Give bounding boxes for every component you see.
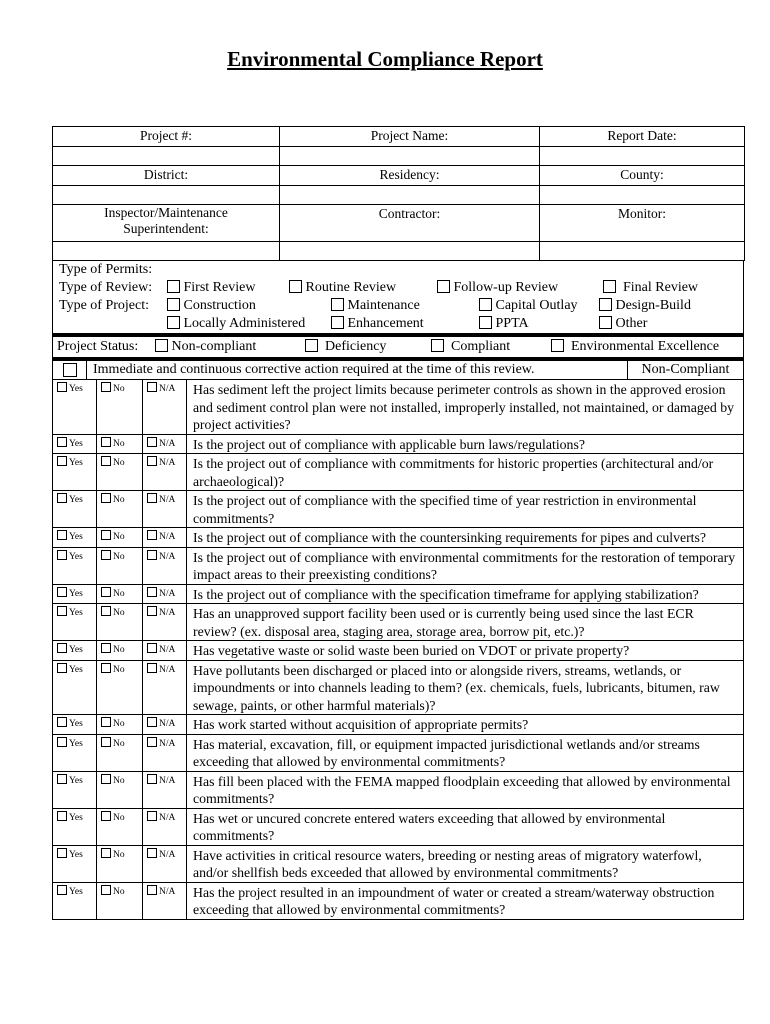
question-row: [53, 809, 743, 846]
checkbox[interactable]: [147, 456, 157, 466]
answer-label: No: [113, 645, 125, 655]
checkbox[interactable]: [101, 811, 111, 821]
answer-na-option[interactable]: [143, 528, 187, 547]
answer-yes-option[interactable]: [53, 641, 97, 660]
answer-no-option[interactable]: [97, 435, 143, 454]
answer-label: Yes: [69, 458, 83, 468]
answer-na-option[interactable]: [143, 604, 187, 640]
district-field[interactable]: [53, 186, 280, 205]
answer-na-option[interactable]: [143, 380, 187, 434]
checkbox[interactable]: [101, 663, 111, 673]
answer-label: Yes: [69, 608, 83, 618]
project-maintenance[interactable]: Maintenance: [331, 297, 420, 315]
question-text: Has work started without acquisition of appropriate permits?: [193, 717, 529, 732]
checkbox[interactable]: [57, 737, 67, 747]
project-other[interactable]: Other: [599, 315, 647, 333]
checkbox[interactable]: [331, 316, 344, 329]
answer-no-option[interactable]: [97, 641, 143, 660]
answer-yes-option[interactable]: [53, 846, 97, 882]
checkbox[interactable]: [147, 663, 157, 673]
answer-label: Yes: [69, 775, 83, 786]
checkbox[interactable]: [57, 774, 67, 784]
checkbox[interactable]: [101, 456, 111, 466]
answer-label: No: [113, 738, 125, 749]
monitor-label: Monitor:: [540, 205, 745, 242]
checkbox[interactable]: [101, 737, 111, 747]
answer-no-option[interactable]: [97, 380, 143, 434]
answer-no-option[interactable]: [97, 454, 143, 490]
answer-label: N/A: [159, 775, 176, 786]
checkbox[interactable]: [101, 774, 111, 784]
contractor-label: Contractor:: [280, 205, 540, 242]
answer-label: N/A: [159, 645, 176, 655]
question-text: Have activities in critical resource waters, breeding or nesting areas of migratory waterfowl, and/or shellfish beds exceeded that allowed by environmental commitments?: [193, 847, 702, 880]
answer-na-option[interactable]: [143, 715, 187, 734]
type-of-permits-label: Type of Permits:: [59, 262, 153, 277]
answer-na-option[interactable]: [143, 585, 187, 604]
checkbox[interactable]: [101, 437, 111, 447]
project-info-table: [52, 126, 745, 261]
type-of-project-label: Type of Project:: [59, 298, 149, 313]
checkbox[interactable]: [167, 316, 180, 329]
immediate-action-checkbox[interactable]: [63, 363, 77, 377]
checkbox[interactable]: [147, 717, 157, 727]
answer-na-option[interactable]: [143, 883, 187, 919]
answer-na-option[interactable]: [143, 641, 187, 660]
project-status-row: [53, 337, 743, 358]
checkbox[interactable]: [331, 298, 344, 311]
question-text: Have pollutants been discharged or placed into or alongside rivers, streams, wetlands, or impoundments or into channels leading to them? (ex. chemicals, fuels, lubricants, bitumen, raw sewage, paints, or other harmful materials)?: [193, 662, 720, 713]
answer-yes-option[interactable]: [53, 604, 97, 640]
answer-no-option[interactable]: [97, 735, 143, 771]
answer-no-option[interactable]: [97, 715, 143, 734]
answer-label: Yes: [69, 495, 83, 505]
question-row: [53, 528, 743, 548]
checkbox[interactable]: [147, 550, 157, 560]
inspector-field[interactable]: [53, 242, 280, 261]
project-name-label: Project Name:: [280, 127, 540, 147]
checkbox[interactable]: [57, 456, 67, 466]
question-row: [53, 772, 743, 809]
checkbox[interactable]: [147, 530, 157, 540]
status-compliant[interactable]: Compliant: [431, 337, 510, 357]
answer-label: Yes: [69, 551, 83, 562]
answer-no-option[interactable]: [97, 585, 143, 604]
answer-label: N/A: [159, 588, 176, 599]
checkbox[interactable]: [57, 606, 67, 616]
answer-no-option[interactable]: [97, 809, 143, 845]
answer-yes-option[interactable]: [53, 735, 97, 771]
checkbox[interactable]: [101, 530, 111, 540]
checkbox[interactable]: [147, 437, 157, 447]
county-label: County:: [540, 166, 745, 186]
checkbox[interactable]: [57, 587, 67, 597]
checkbox[interactable]: [147, 382, 157, 392]
project-construction[interactable]: Construction: [167, 297, 256, 315]
project-ppta[interactable]: PPTA: [479, 315, 529, 333]
answer-na-option[interactable]: [143, 846, 187, 882]
answer-label: No: [113, 812, 125, 823]
answer-label: No: [113, 719, 125, 729]
question-text: Is the project out of compliance with the specified time of year restriction in environmental commitments?: [193, 493, 697, 526]
status-deficiency[interactable]: Deficiency: [305, 337, 386, 357]
checkbox[interactable]: [57, 382, 67, 392]
checkbox[interactable]: [101, 717, 111, 727]
answer-yes-option[interactable]: [53, 585, 97, 604]
question-row: [53, 735, 743, 772]
question-text: Has an unapproved support facility been used or is currently being used since the last ECR review? (ex. disposal area, staging area, storage area, borrow pit, etc.)?: [193, 606, 694, 639]
answer-label: Yes: [69, 849, 83, 860]
checkbox[interactable]: [101, 587, 111, 597]
checkbox[interactable]: [147, 493, 157, 503]
status-environmental-excellence[interactable]: Environmental Excellence: [551, 337, 719, 357]
project-design-build[interactable]: Design-Build: [599, 297, 691, 315]
answer-label: Yes: [69, 588, 83, 599]
question-text: Has vegetative waste or solid waste been buried on VDOT or private property?: [193, 643, 630, 658]
checkbox[interactable]: [57, 848, 67, 858]
answer-no-option[interactable]: [97, 883, 143, 919]
residency-field[interactable]: [280, 186, 540, 205]
answer-no-option[interactable]: [97, 604, 143, 640]
checkbox[interactable]: [147, 885, 157, 895]
answer-label: N/A: [159, 608, 176, 618]
immediate-action-text: Immediate and continuous corrective action required at the time of this review.: [87, 361, 628, 379]
checkbox[interactable]: [599, 298, 612, 311]
answer-label: Yes: [69, 532, 83, 542]
question-row: [53, 585, 743, 605]
checkbox[interactable]: [479, 298, 492, 311]
checkbox[interactable]: [101, 848, 111, 858]
answer-yes-option[interactable]: [53, 435, 97, 454]
question-text: Has the project resulted in an impoundment of water or created a stream/waterway obstruction exceeding that allowed by environmental commitments?: [193, 884, 715, 917]
answer-label: Yes: [69, 438, 83, 449]
question-row: [53, 548, 743, 585]
checkbox[interactable]: [155, 339, 168, 352]
project-number-label: Project #:: [53, 127, 280, 147]
answer-label: No: [113, 664, 125, 675]
answer-label: No: [113, 458, 125, 468]
answer-label: No: [113, 384, 125, 394]
checkbox[interactable]: [305, 339, 318, 352]
checkbox[interactable]: [147, 606, 157, 616]
answer-na-option[interactable]: [143, 491, 187, 527]
checkbox[interactable]: [551, 339, 564, 352]
project-enhancement[interactable]: Enhancement: [331, 315, 424, 333]
checkbox[interactable]: [57, 885, 67, 895]
checkbox[interactable]: [57, 493, 67, 503]
contractor-field[interactable]: [280, 242, 540, 261]
checkbox[interactable]: [57, 550, 67, 560]
answer-na-option[interactable]: [143, 735, 187, 771]
report-form: [52, 126, 744, 920]
checkbox[interactable]: [147, 774, 157, 784]
answer-yes-option[interactable]: [53, 883, 97, 919]
checkbox[interactable]: [599, 316, 612, 329]
review-first[interactable]: First Review: [167, 279, 255, 297]
answer-label: No: [113, 588, 125, 599]
report-title: Environmental Compliance Report: [227, 47, 543, 71]
checkbox[interactable]: [57, 643, 67, 653]
answer-label: No: [113, 438, 125, 449]
answer-label: N/A: [159, 664, 176, 675]
answer-yes-option[interactable]: [53, 454, 97, 490]
checkbox[interactable]: [437, 280, 450, 293]
answer-label: No: [113, 886, 125, 897]
report-date-label: Report Date:: [540, 127, 745, 147]
checkbox[interactable]: [479, 316, 492, 329]
answer-na-option[interactable]: [143, 435, 187, 454]
checkbox[interactable]: [101, 643, 111, 653]
project-locally-administered[interactable]: Locally Administered: [167, 315, 305, 333]
checkbox[interactable]: [57, 530, 67, 540]
answer-label: N/A: [159, 384, 176, 394]
answer-label: Yes: [69, 645, 83, 655]
answer-no-option[interactable]: [97, 661, 143, 715]
checkbox[interactable]: [101, 606, 111, 616]
checkbox[interactable]: [167, 298, 180, 311]
review-followup[interactable]: Follow-up Review: [437, 279, 558, 297]
answer-yes-option[interactable]: [53, 380, 97, 434]
checkbox[interactable]: [57, 663, 67, 673]
answer-label: No: [113, 495, 125, 505]
answer-label: Yes: [69, 664, 83, 675]
checkbox[interactable]: [147, 811, 157, 821]
immediate-action-row: [53, 361, 743, 380]
question-text: Is the project out of compliance with the countersinking requirements for pipes and culverts?: [193, 530, 707, 545]
answer-no-option[interactable]: [97, 528, 143, 547]
answer-label: N/A: [159, 532, 176, 542]
question-text: Has fill been placed with the FEMA mapped floodplain exceeding that allowed by environmental commitments?: [193, 773, 731, 806]
report-date-field[interactable]: [540, 147, 745, 166]
project-number-field[interactable]: [53, 147, 280, 166]
question-row: [53, 380, 743, 435]
question-row: [53, 846, 743, 883]
answer-label: Yes: [69, 719, 83, 729]
answer-label: N/A: [159, 458, 176, 468]
answer-na-option[interactable]: [143, 548, 187, 584]
question-row: [53, 604, 743, 641]
answer-label: No: [113, 775, 125, 786]
checkbox[interactable]: [101, 493, 111, 503]
review-final[interactable]: Final Review: [603, 279, 698, 297]
answer-label: N/A: [159, 849, 176, 860]
answer-label: No: [113, 608, 125, 618]
answer-label: N/A: [159, 812, 176, 823]
answer-label: N/A: [159, 738, 176, 749]
answer-no-option[interactable]: [97, 846, 143, 882]
answer-label: No: [113, 551, 125, 562]
answer-na-option[interactable]: [143, 772, 187, 808]
question-text: Is the project out of compliance with the specification timeframe for applying stabilization?: [193, 586, 699, 602]
answer-label: N/A: [159, 495, 176, 505]
checkbox[interactable]: [147, 587, 157, 597]
checkbox[interactable]: [147, 737, 157, 747]
checkbox[interactable]: [57, 811, 67, 821]
answer-label: No: [113, 532, 125, 542]
question-row: [53, 454, 743, 491]
question-text: Has wet or uncured concrete entered waters exceeding that allowed by environmental commitments?: [193, 810, 666, 843]
question-row: [53, 883, 743, 919]
answer-no-option[interactable]: [97, 491, 143, 527]
non-compliant-header: Non-Compliant: [641, 362, 730, 377]
answer-yes-option[interactable]: [53, 491, 97, 527]
answer-yes-option[interactable]: [53, 548, 97, 584]
answer-label: Yes: [69, 384, 83, 394]
answer-yes-option[interactable]: [53, 715, 97, 734]
residency-label: Residency:: [280, 166, 540, 186]
district-label: District:: [53, 166, 280, 186]
question-row: [53, 435, 743, 455]
status-non-compliant[interactable]: Non-compliant: [155, 337, 256, 357]
checkbox[interactable]: [431, 339, 444, 352]
answer-label: Yes: [69, 738, 83, 749]
checkbox[interactable]: [289, 280, 302, 293]
inspector-label: Inspector/Maintenance Superintendent:: [53, 205, 280, 242]
monitor-field[interactable]: [540, 242, 745, 261]
answer-yes-option[interactable]: [53, 661, 97, 715]
answer-yes-option[interactable]: [53, 772, 97, 808]
project-name-field[interactable]: [280, 147, 540, 166]
checkbox[interactable]: [101, 550, 111, 560]
question-row: [53, 491, 743, 528]
checkbox[interactable]: [101, 382, 111, 392]
question-row: [53, 661, 743, 716]
question-row: [53, 641, 743, 661]
question-list: [53, 380, 743, 919]
checkbox[interactable]: [57, 717, 67, 727]
type-of-review-label: Type of Review:: [59, 280, 153, 295]
checkbox[interactable]: [57, 437, 67, 447]
question-text: Has sediment left the project limits because perimeter controls as shown in the approved erosion and sediment control plan were not installed, improperly installed, not maintained, or damaged by project activities?: [193, 382, 735, 432]
answer-no-option[interactable]: [97, 772, 143, 808]
answer-label: N/A: [159, 438, 176, 449]
permits-section: [52, 261, 744, 920]
checkbox[interactable]: [147, 643, 157, 653]
question-text: Is the project out of compliance with commitments for historic properties (architectural and/or archaeological)?: [193, 456, 714, 489]
project-status-label: Project Status:: [57, 339, 139, 354]
question-text: Is the project out of compliance with environmental commitments for the restoration of temporary impact areas to their preexisting conditions?: [193, 549, 736, 582]
answer-label: N/A: [159, 719, 176, 729]
answer-na-option[interactable]: [143, 661, 187, 715]
question-text: Is the project out of compliance with applicable burn laws/regulations?: [193, 436, 585, 452]
answer-label: Yes: [69, 812, 83, 823]
checkbox[interactable]: [101, 885, 111, 895]
checkbox[interactable]: [167, 280, 180, 293]
answer-yes-option[interactable]: [53, 528, 97, 547]
answer-na-option[interactable]: [143, 809, 187, 845]
answer-yes-option[interactable]: [53, 809, 97, 845]
question-text: Has material, excavation, fill, or equipment impacted jurisdictional wetlands and/or streams exceeding that allowed by environmental commitments?: [193, 736, 700, 769]
answer-label: N/A: [159, 886, 176, 897]
answer-no-option[interactable]: [97, 548, 143, 584]
answer-label: No: [113, 849, 125, 860]
question-row: [53, 715, 743, 735]
answer-na-option[interactable]: [143, 454, 187, 490]
project-capital-outlay[interactable]: Capital Outlay: [479, 297, 578, 315]
answer-label: N/A: [159, 551, 176, 562]
answer-label: Yes: [69, 886, 83, 897]
review-routine[interactable]: Routine Review: [289, 279, 396, 297]
checkbox[interactable]: [603, 280, 616, 293]
county-field[interactable]: [540, 186, 745, 205]
checkbox[interactable]: [147, 848, 157, 858]
